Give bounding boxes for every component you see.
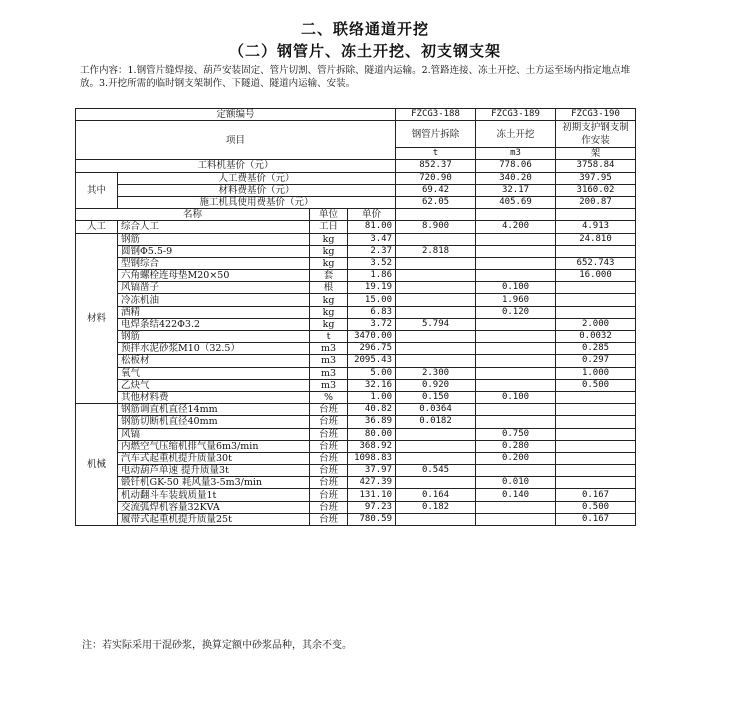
consumption-value: 4.913 — [556, 221, 636, 233]
material-row — [76, 355, 636, 367]
consumption-value — [396, 355, 476, 367]
item-label: 项目 — [76, 121, 396, 160]
resource-price: 3.72 — [348, 318, 396, 330]
resource-unit: 台班 — [310, 428, 348, 440]
resource-name: 圆钢Φ5.5-9 — [118, 245, 310, 257]
machine-row — [76, 513, 636, 525]
consumption-value — [396, 294, 476, 306]
resource-unit: 台班 — [310, 440, 348, 452]
sub-price-value: 62.05 — [396, 196, 476, 208]
base-price-value: 852.37 — [396, 160, 476, 172]
consumption-value — [396, 270, 476, 282]
resource-name: 型钢综合 — [118, 257, 310, 269]
consumption-value — [396, 257, 476, 269]
resource-price: 6.83 — [348, 306, 396, 318]
sub-price-value: 32.17 — [476, 184, 556, 196]
consumption-value: 0.920 — [396, 379, 476, 391]
footnote: 注：若实际采用干混砂浆，换算定额中砂浆品种，其余不变。 — [82, 640, 352, 651]
resource-price: 1.86 — [348, 270, 396, 282]
resource-price: 15.00 — [348, 294, 396, 306]
resource-unit: 台班 — [310, 404, 348, 416]
base-price-label: 工料机基价（元） — [76, 160, 396, 172]
resource-price: 80.00 — [348, 428, 396, 440]
resource-unit: kg — [310, 245, 348, 257]
consumption-value — [396, 343, 476, 355]
resource-unit: 工日 — [310, 221, 348, 233]
sub-price-label: 人工费基价（元） — [118, 172, 396, 184]
machine-row — [76, 416, 636, 428]
consumption-value: 0.100 — [476, 282, 556, 294]
page-title: 二、联络通道开挖 — [300, 20, 429, 38]
resource-unit: 台班 — [310, 452, 348, 464]
resource-price: 2.37 — [348, 245, 396, 257]
resource-name: 锻钎机GK-50 耗风量3-5m3/min — [118, 477, 310, 489]
consumption-value — [396, 513, 476, 525]
consumption-value — [476, 465, 556, 477]
resource-unit: 台班 — [310, 465, 348, 477]
consumption-value: 0.0182 — [396, 416, 476, 428]
material-row — [76, 391, 636, 403]
resource-unit: m3 — [310, 367, 348, 379]
resource-price: 2095.43 — [348, 355, 396, 367]
resource-price: 3.52 — [348, 257, 396, 269]
consumption-value: 0.500 — [556, 501, 636, 513]
consumption-value: 0.010 — [476, 477, 556, 489]
category-label: 人工 — [76, 221, 118, 233]
sub-price-label: 材料费基价（元） — [118, 184, 396, 196]
item-row — [76, 121, 636, 148]
consumption-value: 0.167 — [556, 489, 636, 501]
material-row — [76, 270, 636, 282]
resource-name: 钢筋调直机直径14mm — [118, 404, 310, 416]
consumption-value — [476, 343, 556, 355]
consumption-value: 0.120 — [476, 306, 556, 318]
resource-unit: 台班 — [310, 501, 348, 513]
material-row — [76, 294, 636, 306]
consumption-value — [476, 233, 556, 245]
consumption-value — [396, 306, 476, 318]
resource-name: 交流弧焊机容量32KVA — [118, 501, 310, 513]
machine-row — [76, 452, 636, 464]
sub-price-value: 200.87 — [556, 196, 636, 208]
consumption-value — [476, 501, 556, 513]
machine-row — [76, 404, 636, 416]
consumption-value — [556, 391, 636, 403]
item-name: 初期支护钢支制作安装 — [556, 121, 636, 148]
resource-price: 131.10 — [348, 489, 396, 501]
quota-code: FZCG3-189 — [476, 109, 556, 121]
item-name: 冻土开挖 — [476, 121, 556, 148]
material-row — [76, 331, 636, 343]
material-row — [76, 379, 636, 391]
consumption-value: 0.545 — [396, 465, 476, 477]
machine-row — [76, 477, 636, 489]
consumption-value — [396, 233, 476, 245]
consumption-value — [396, 282, 476, 294]
resource-name: 综合人工 — [118, 221, 310, 233]
base-price-value: 3758.84 — [556, 160, 636, 172]
resource-unit: kg — [310, 294, 348, 306]
resource-unit: 台班 — [310, 513, 348, 525]
consumption-value — [476, 513, 556, 525]
consumption-value — [556, 477, 636, 489]
consumption-value — [556, 245, 636, 257]
consumption-value — [476, 270, 556, 282]
consumption-value: 0.285 — [556, 343, 636, 355]
consumption-value — [556, 294, 636, 306]
resource-unit: 套 — [310, 270, 348, 282]
material-row — [76, 257, 636, 269]
consumption-value: 8.900 — [396, 221, 476, 233]
resource-name: 酒精 — [118, 306, 310, 318]
sub-price-value: 69.42 — [396, 184, 476, 196]
consumption-value: 0.150 — [396, 391, 476, 403]
sub-price-value: 720.90 — [396, 172, 476, 184]
consumption-value — [476, 379, 556, 391]
consumption-value: 1.000 — [556, 367, 636, 379]
consumption-value — [476, 416, 556, 428]
machine-row — [76, 440, 636, 452]
consumption-value: 0.140 — [476, 489, 556, 501]
resource-unit: % — [310, 391, 348, 403]
resource-unit: m3 — [310, 343, 348, 355]
consumption-value — [556, 428, 636, 440]
material-row — [76, 245, 636, 257]
material-row — [76, 343, 636, 355]
consumption-value: 0.167 — [556, 513, 636, 525]
consumption-value — [476, 245, 556, 257]
resource-price: 368.92 — [348, 440, 396, 452]
base-price-value: 778.06 — [476, 160, 556, 172]
consumption-value — [556, 282, 636, 294]
resource-name: 钢筋 — [118, 233, 310, 245]
consumption-value: 2.300 — [396, 367, 476, 379]
consumption-value — [396, 452, 476, 464]
resource-name: 松板材 — [118, 355, 310, 367]
consumption-value — [396, 331, 476, 343]
resource-unit: m3 — [310, 355, 348, 367]
material-row — [76, 233, 636, 245]
material-fee-row — [76, 184, 636, 196]
resource-name: 冷冻机油 — [118, 294, 310, 306]
item-name: 钢管片拆除 — [396, 121, 476, 148]
consumption-value — [476, 367, 556, 379]
resource-price: 427.39 — [348, 477, 396, 489]
resource-unit: 台班 — [310, 416, 348, 428]
resource-name: 钢筋切断机直径40mm — [118, 416, 310, 428]
resource-name: 氧气 — [118, 367, 310, 379]
resource-price: 37.97 — [348, 465, 396, 477]
resource-unit: kg — [310, 257, 348, 269]
consumption-value — [556, 306, 636, 318]
resource-price: 296.75 — [348, 343, 396, 355]
sub-price-value: 397.95 — [556, 172, 636, 184]
material-row — [76, 367, 636, 379]
consumption-value: 1.960 — [476, 294, 556, 306]
material-row — [76, 282, 636, 294]
sub-price-value: 3160.02 — [556, 184, 636, 196]
quota-table — [75, 108, 636, 526]
consumption-value: 5.794 — [396, 318, 476, 330]
resource-price: 780.59 — [348, 513, 396, 525]
consumption-value: 0.750 — [476, 428, 556, 440]
quota-number-row — [76, 109, 636, 121]
consumption-value — [396, 428, 476, 440]
consumption-value: 0.0032 — [556, 331, 636, 343]
material-row — [76, 306, 636, 318]
consumption-value: 0.500 — [556, 379, 636, 391]
consumption-value — [396, 440, 476, 452]
resource-name: 汽车式起重机提升质量30t — [118, 452, 310, 464]
consumption-value: 652.743 — [556, 257, 636, 269]
unit-col-head: 单位 — [310, 209, 348, 221]
consumption-value: 0.0364 — [396, 404, 476, 416]
resource-price: 3.47 — [348, 233, 396, 245]
work-content: 工作内容：1.钢管片缝焊接、葫芦安装固定、管片切割、管片拆除、隧道内运输。2.管路连接、冻土开挖、土方运至场内指定地点堆放。3.开挖所需的临时钢支架制作、下隧道、隧道内运输、安装。 — [80, 65, 631, 89]
resource-name: 乙炔气 — [118, 379, 310, 391]
consumption-value — [476, 404, 556, 416]
consumption-value: 0.280 — [476, 440, 556, 452]
resource-name: 履带式起重机提升质量25t — [118, 513, 310, 525]
labor-fee-row — [76, 172, 636, 184]
machine-row — [76, 428, 636, 440]
resource-price: 5.00 — [348, 367, 396, 379]
item-unit: m3 — [476, 148, 556, 160]
consumption-value — [476, 257, 556, 269]
material-row — [76, 318, 636, 330]
resource-price: 1.00 — [348, 391, 396, 403]
resource-price: 19.19 — [348, 282, 396, 294]
resource-unit: kg — [310, 318, 348, 330]
item-unit: 架 — [556, 148, 636, 160]
resource-name: 机动翻斗车装载质量1t — [118, 489, 310, 501]
resource-unit: kg — [310, 306, 348, 318]
name-col-head: 名称 — [76, 209, 310, 221]
consumption-value — [556, 452, 636, 464]
resource-unit: 根 — [310, 282, 348, 294]
consumption-value: 16.000 — [556, 270, 636, 282]
sub-price-value: 340.20 — [476, 172, 556, 184]
consumption-value: 0.297 — [556, 355, 636, 367]
consumption-value: 4.200 — [476, 221, 556, 233]
resource-price: 40.82 — [348, 404, 396, 416]
resource-price: 3470.00 — [348, 331, 396, 343]
quota-code: FZCG3-190 — [556, 109, 636, 121]
consumption-value: 0.200 — [476, 452, 556, 464]
base-price-row — [76, 160, 636, 172]
column-head-row — [76, 209, 636, 221]
quota-code: FZCG3-188 — [396, 109, 476, 121]
resource-name: 钢筋 — [118, 331, 310, 343]
consumption-value: 0.100 — [476, 391, 556, 403]
resource-unit: m3 — [310, 379, 348, 391]
resource-price: 32.16 — [348, 379, 396, 391]
resource-name: 其他材料费 — [118, 391, 310, 403]
resource-unit: 台班 — [310, 477, 348, 489]
consumption-value: 24.810 — [556, 233, 636, 245]
resource-price: 81.00 — [348, 221, 396, 233]
consumption-value — [556, 404, 636, 416]
resource-name: 电动葫芦单速 提升质量3t — [118, 465, 310, 477]
category-label: 材料 — [76, 233, 118, 404]
resource-price: 1098.83 — [348, 452, 396, 464]
category-label: 机械 — [76, 404, 118, 526]
consumption-value: 0.182 — [396, 501, 476, 513]
quota-number-label: 定额编号 — [76, 109, 396, 121]
resource-unit: 台班 — [310, 489, 348, 501]
resource-unit: t — [310, 331, 348, 343]
consumption-value — [556, 465, 636, 477]
consumption-value — [476, 331, 556, 343]
resource-name: 预拌水泥砂浆M10（32.5） — [118, 343, 310, 355]
consumption-value — [556, 440, 636, 452]
machine-row — [76, 501, 636, 513]
consumption-value — [476, 355, 556, 367]
sub-price-value: 405.69 — [476, 196, 556, 208]
resource-price: 36.89 — [348, 416, 396, 428]
consumption-value — [476, 318, 556, 330]
machine-fee-row — [76, 196, 636, 208]
among-label: 其中 — [76, 172, 118, 209]
resource-name: 电焊条结422Φ3.2 — [118, 318, 310, 330]
page-subtitle: （二）钢管片、冻土开挖、初支钢支架 — [228, 42, 501, 60]
consumption-value: 0.164 — [396, 489, 476, 501]
resource-name: 六角螺栓连母垫M20×50 — [118, 270, 310, 282]
resource-name: 风镐凿子 — [118, 282, 310, 294]
sub-price-label: 施工机具使用费基价（元） — [118, 196, 396, 208]
item-unit: t — [396, 148, 476, 160]
consumption-value: 2.000 — [556, 318, 636, 330]
consumption-value — [396, 477, 476, 489]
resource-name: 风镐 — [118, 428, 310, 440]
labor-row — [76, 221, 636, 233]
consumption-value — [556, 416, 636, 428]
consumption-value: 2.818 — [396, 245, 476, 257]
resource-name: 内燃空气压缩机排气量6m3/min — [118, 440, 310, 452]
resource-price: 97.23 — [348, 501, 396, 513]
machine-row — [76, 465, 636, 477]
resource-unit: kg — [310, 233, 348, 245]
machine-row — [76, 489, 636, 501]
price-col-head: 单价 — [348, 209, 396, 221]
